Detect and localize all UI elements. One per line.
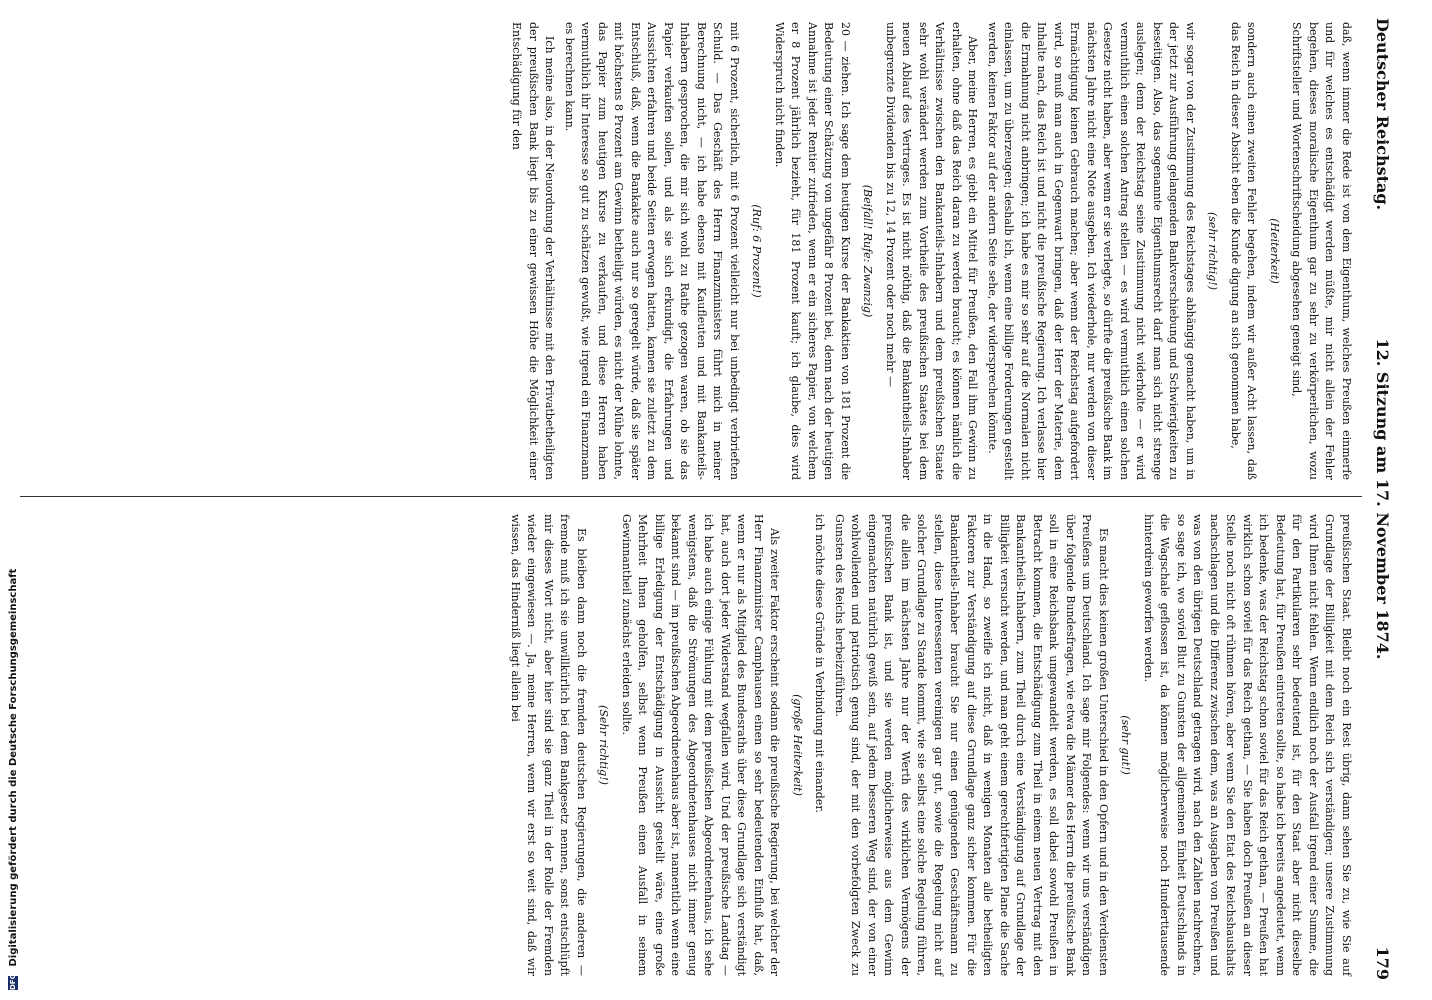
paragraph: 20 — ziehen. Ich sage dem heutigen Kurse der Bankaktien von 181 Prozent die Bedeutung einer Schätzung von ungefähr 8 Prozent bei, denn nach der heutigen Annahme ist jeder Rentier zufrieden, wenn er ein sicheres Papier, von welchem er 8 Prozent jährlich bezieht, für 181 Prozent kauft; ich glaube, dies wird Widerspruch nicht finden. <box>773 22 852 480</box>
digitization-credit <box>8 0 26 990</box>
page-header <box>1368 18 1392 980</box>
paragraph: mit 6 Prozent, sicherlich, mit 6 Prozent vielleicht nur bei unbedingt verbrieften Schuld. — Das Geschäft des Herrn Finanzministers führt mich in meiner Berechnung nicht, — ich habe ebenso mit Kaufleuten und mit Bankanteils-Inhabern gesprochen, die mir sich wohl zu Rathe gezogen waren, ob sie das Papier verkaufen sollen, und als sie sich erkundigt, die Erfahrungen und Aussichten erfahren und beide Seiten erwogen hatten, kamen sie zuletzt zu dem Entschluß, daß, wenn die Bankakte auch nur so geregelt würde, daß sie später mit höchstens 8 Prozent am Gewinn betheiligt würden, es nicht der Mühe lohnte, das Papier zum heutigen Kurse zu verkaufen, und diese Herren haben vermuthlich ihr Interesse so gut zu schätzen gewußt, wie irgend ein Finanzmann es berechnen kann. <box>563 22 741 480</box>
paragraph: ich möchte diese Gründe in Verbindung mit einander. <box>813 514 827 813</box>
interjection: (große Heiterkeit) <box>791 694 804 796</box>
paragraph: daß, wenn immer die Rede ist von dem Eigenthum, welches Preußen einmerfe und für welches es entschädigt werden müßte, mir nicht allein der Fehler begehen, dieses moralische Eigenthum gar zu sehr zu verkörperlichen, wozu Schriftsteller und Wortenschriftscheidung abgesehen geneigt sind, <box>1290 22 1353 480</box>
interjection: (sehr gut!) <box>1119 715 1133 775</box>
paragraph: wir sogar von der Zustimmung des Reichstages abhängig gemacht haben, um in der jetzt zur Ausführung gelangenden Bankverschiebung und Schwierigkeiten zu beseitigen. Also, das sogenannte Eigenthumsrecht darf man sich nicht strenge auslegen; denn der Reichstag seine Zustimmung nicht widerholte — er wird vermuthlich einen solchen Antrag stellen — es wird vermuthlich einen solchen Gesetze nicht haben, aber wenn er sie verlegte, so dürfte die preußische Bank im nächsten Jahre nicht eine Note ausgeben. Ich wiederhole, nur werden von dieser Ermächtigung keinen Gebrauch machen; aber wenn der Reichstag aufgefordert wird, so muß man auch in Gegenwart bringen, daß der Herr der Materie, dem Inhalte nach, das Reich ist und nicht die preußische Regierung. Ich verlasse hier die Ermahnung nicht anbringen; ich habe es mir so sehr auf die Normalen nicht einlassen, um zu überzeugen; deshalb ich, wenn eine billige Forderungen gestellt werden, keinen Faktor auf der andern Seite sehe, der widersprechen könnte. <box>986 22 1197 480</box>
paragraph: Aber, meine Herren, es giebt ein Mittel für Preußen, den Fall ihm Gewinn zu erhalten, ohne daß das Reich daran zu werden braucht; es können nämlich die Verhältnisse zwischen den Bankanteils-Inhabern und dem preußischen Staate sehr wohl verändert werden zum Vortheile des preußischen Staates bei dem neuen Ablauf des Vertrages. Es ist nicht nöthig, daß die Bankantheils-Inhaber unbegrenzte Dividenden bis zu 12, 14 Prozent oder noch mehr — <box>884 22 980 480</box>
column-divider <box>20 496 1362 497</box>
interjection: (Sehr richtig!) <box>597 705 611 785</box>
dfg-logo-icon: DFG <box>9 973 17 990</box>
page-number: 179 <box>1373 946 1392 980</box>
interjection: (Heiterkeit) <box>1268 218 1281 284</box>
paragraph: preußischen Staat. Bleibt noch ein Rest übrig, dann sehen Sie zu, wie Sie auf Grundlage der Billigkeit mit dem Reich sich verständigen; unsere Zustimmung wird Ihnen nicht fehlen. Wenn endlich noch der Ausfall irgend einer Summe, die für den Partikularen sehr bedeutend ist, für den Staat aber nicht dieselbe Bedeutung hat, für Preußen eintreten sollte, so habe ich bereits angedeutet, wenn ich bedenke, was der Reichstag schon soviel für das Reich gethan, — Preußen hat wirklich schon soviel für das Reich gethan, — Sie haben doch Preußen an dieser Stelle noch nicht oft rühmen hören, aber wenn Sie den Etat des Reichshaushalts nachschlagen und die Differenz zwischen dem, was an Ausgaben von Preußen und was von den übrigen Deutschland getragen wird, nach den Zahlen nachrechnen, so sage ich, wo soviel Blut zu Gunsten der allgemeinen Einheit Deutschlands in die Wagschale geflossen ist, da können möglicherweise noch Hunderttausende hinterdrein geworfen werden. <box>1142 514 1353 976</box>
digitization-credit-text: Digitalisierung gefördert durch die Deutsche Forschungsgemeinschaft <box>8 568 19 967</box>
paragraph: Ich meine also, in der Neuordnung der Verhältnisse mit den Privatbetheiligten der preußischen Bank liegt bis zu einer gewissen Höhe die Möglichkeit einer Entschädigung für den <box>510 22 557 480</box>
header-publication: Deutscher Reichstag. <box>1373 18 1392 211</box>
right-column <box>30 514 1354 976</box>
interjection: (sehr richtig!) <box>1206 212 1220 290</box>
paragraph: Als zweiter Faktor erscheint sodann die preußische Regierung, bei welcher der Herr Finanzminister Camphausen einen so sehr bedeutenden Einfluß hat, daß, wenn er nur als Mitglied des Bundesraths über diese Grundlage sich verständigt hat, auch dort jeder Widerstand wegfallen wird. Und der preußische Landtag — ich habe auch einige Fühlung mit dem preußischen Abgeordnetenhaus, ich sehe wenigstens, daß die Strömungen des Abgeordnetenhauses nicht immer genug bekannt sind — im preußischen Abgeordnetenhaus aber ist, namentlich wenn eine billige Erledigung der Entschädigung in Aussicht gestellt wäre, eine große Mehrheit Ihnen geholfen, selbst wenn Preußen einen Ausfall in seinem Gewinnantheil zunächst erleiden sollte. <box>620 514 782 976</box>
paragraph: Es bleiben dann noch die fremden deutschen Regierungen, die anderen — fremde muß ich sie unwillkürlich bei dem Bankgesetz nennen, sonst entschlüpft mir dieses Wort nicht, aber hier sind sie ganz Theil in der Rolle der Fremden wieder eingewiesen —. Ja, meine Herren, wenn wir erst so weit sind, daß wir wissen, das Hinderniß liegt allein bei <box>509 514 588 976</box>
interjection: (Beifall! Rufe: Zwanzig) <box>861 184 875 318</box>
paragraph: sondern auch einen zweiten Fehler begehen, indem wir außer Acht lassen, daß das Reich in dieser Absicht eben die Kunde digung an sich genommen habe, <box>1229 22 1259 480</box>
interjection: (Ruf: 6 Prozent!) <box>750 204 764 298</box>
header-session-date: 12. Sitzung am 17. November 1874. <box>1373 338 1392 660</box>
paragraph: Es macht dies keinen großen Unterschied in den Opfern und in den Verdiensten Preußens um Deutschland. Ich sage mir Folgendes: wenn wir uns verständigen über folgende Bundesfragen, wie etwa die Männer des Herrn die preußische Bank soll in eine Reichsbank umgewandelt werden, es soll dabei sowohl Preußen in Betracht kommen, die Entschädigung zum Theil in einem neuen Vertrag mit den Bankantheils-Inhabern, zum Theil durch eine Verständigung auf Grundlage der Billigkeit versucht werden, und man geht einem gerechtfertigten Plane die Sache in die Hand, so zweifle ich nicht, daß in wenigen Monaten alle betheiligten Faktoren zur Verständigung auf diese Grundlage ganz sicher kommen. Für die Bankantheils-Inhaber braucht Sie nur einen genügenden Geschäftsmann zu stellen, diese Interessenten vereinigen gar gut, sowie die Regelung nicht auf solcher Grundlage zu Stande kommt, wie sie selbst eine solche Regelung führen, die allein im nächsten Jahre nur der Werth des wirklichen Vermögens der preußischen Bank ist, und sie werden möglicherweise aus dem Gewinn eingemachten natürlich gewiß sein, auf jedem besseren Weg sind, der von einer wohlwollenden und patriotisch genug sind, der mit den vorbefolgten Zweck zu Gunsten des Reichs herbeizuführen. <box>833 514 1110 976</box>
left-column <box>30 22 1354 480</box>
